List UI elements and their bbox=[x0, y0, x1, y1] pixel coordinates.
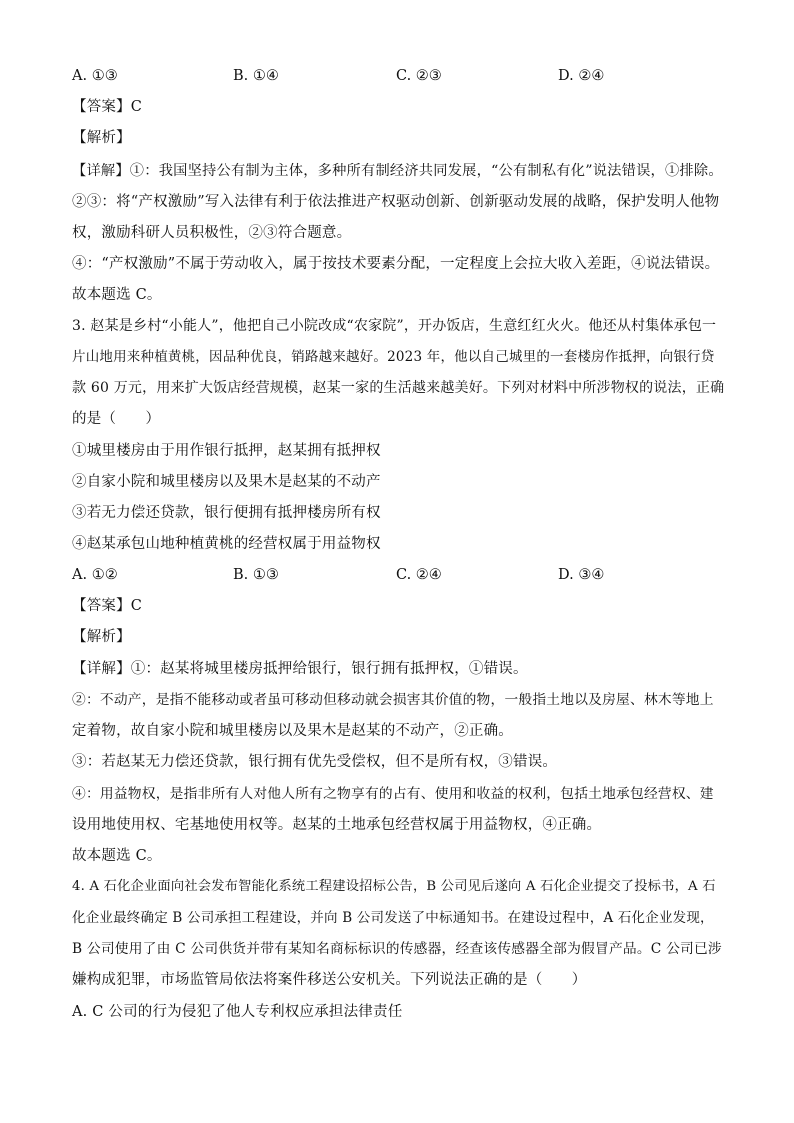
q3-item: ①城里楼房由于用作银行抵押，赵某拥有抵押权 bbox=[72, 443, 381, 459]
q3-option-c: C. ②④ bbox=[396, 567, 442, 583]
q3-detail-line: 定着物，故自家小院和城里楼房以及果木是赵某的不动产，②正确。 bbox=[72, 723, 513, 739]
q3-item: ③若无力偿还贷款，银行便拥有抵押楼房所有权 bbox=[72, 505, 381, 521]
q2-option-d: D. ②④ bbox=[558, 68, 605, 84]
q3-option-b: B. ①③ bbox=[233, 567, 279, 583]
q2-options bbox=[72, 66, 724, 86]
q3-stem-line: 片山地用来种植黄桃，因品种优良，销路越来越好。2023 年，他以自己城里的一套楼房作抵押，向银行贷 bbox=[72, 349, 715, 365]
q2-option-a: A. ①③ bbox=[72, 68, 118, 84]
q2-analysis-label: 【解析】 bbox=[72, 130, 131, 146]
q3-detail-line: 【详解】①：赵某将城里楼房抵押给银行，银行拥有抵押权，①错误。 bbox=[72, 661, 528, 677]
q2-detail-line: 【详解】①：我国坚持公有制为主体，多种所有制经济共同发展，“公有制私有化”说法错误，①排除。 bbox=[72, 163, 723, 179]
q4-stem-line: 嫌构成犯罪，市场监管局依法将案件移送公安机关。下列说法正确的是（ ） bbox=[72, 972, 587, 988]
q2-detail-line: 权，激励科研人员积极性，②③符合题意。 bbox=[72, 225, 352, 241]
q3-answer: 【答案】C bbox=[72, 598, 143, 614]
q4-stem-line: 化企业最终确定 B 公司承担工程建设，并向 B 公司发送了中标通知书。在建设过程中，A 石化企业发现， bbox=[72, 910, 714, 926]
q3-item: ④赵某承包山地种植黄桃的经营权属于用益物权 bbox=[72, 536, 381, 552]
q3-analysis-label: 【解析】 bbox=[72, 629, 131, 645]
q4-option-a: A. C 公司的行为侵犯了他人专利权应承担法律责任 bbox=[72, 1004, 403, 1020]
q3-detail-line: 设用地使用权、宅基地使用权等。赵某的土地承包经营权属于用益物权，④正确。 bbox=[72, 817, 602, 833]
q2-option-c: C. ②③ bbox=[396, 68, 442, 84]
q3-detail-line: ④：用益物权，是指非所有人对他人所有之物享有的占有、使用和收益的权利，包括土地承包经营权、建 bbox=[72, 786, 714, 802]
q3-detail-line: ③：若赵某无力偿还贷款，银行拥有优先受偿权，但不是所有权，③错误。 bbox=[72, 754, 558, 770]
q3-item: ②自家小院和城里楼房以及果木是赵某的不动产 bbox=[72, 474, 381, 490]
q2-answer: 【答案】C bbox=[72, 99, 143, 115]
q2-detail-line: ②③：将“产权激励”写入法律有利于依法推进产权驱动创新、创新驱动发展的战略，保护发明人他物 bbox=[72, 194, 720, 210]
q3-detail-line: ②：不动产，是指不能移动或者虽可移动但移动就会损害其价值的物，一般指土地以及房屋、林木等地上 bbox=[72, 692, 714, 708]
q3-stem-line: 款 60 万元，用来扩大饭店经营规模，赵某一家的生活越来越美好。下列对材料中所涉物权的说法，正确 bbox=[72, 380, 725, 396]
q3-option-a: A. ①② bbox=[72, 567, 118, 583]
q3-detail-line: 故本题选 C。 bbox=[72, 848, 162, 864]
q3-options bbox=[72, 565, 724, 585]
q2-detail-line: ④：“产权激励”不属于劳动收入，属于按技术要素分配，一定程度上会拉大收入差距，④说法错误。 bbox=[72, 256, 720, 272]
q2-option-b: B. ①④ bbox=[233, 68, 279, 84]
q2-detail-line: 故本题选 C。 bbox=[72, 287, 162, 303]
q3-stem-line: 3. 赵某是乡村“小能人”，他把自己小院改成“农家院”，开办饭店，生意红红火火。他还从村集体承包一 bbox=[72, 318, 717, 334]
q3-stem-line: 的是（ ） bbox=[72, 411, 161, 427]
q3-option-d: D. ③④ bbox=[558, 567, 605, 583]
q4-stem-line: B 公司使用了由 C 公司供货并带有某知名商标标识的传感器，经查该传感器全部为假冒产品。C 公司已涉 bbox=[72, 941, 722, 957]
q4-stem-line: 4. A 石化企业面向社会发布智能化系统工程建设招标公告，B 公司见后遂向 A 石化企业提交了投标书，A 石 bbox=[72, 879, 716, 894]
